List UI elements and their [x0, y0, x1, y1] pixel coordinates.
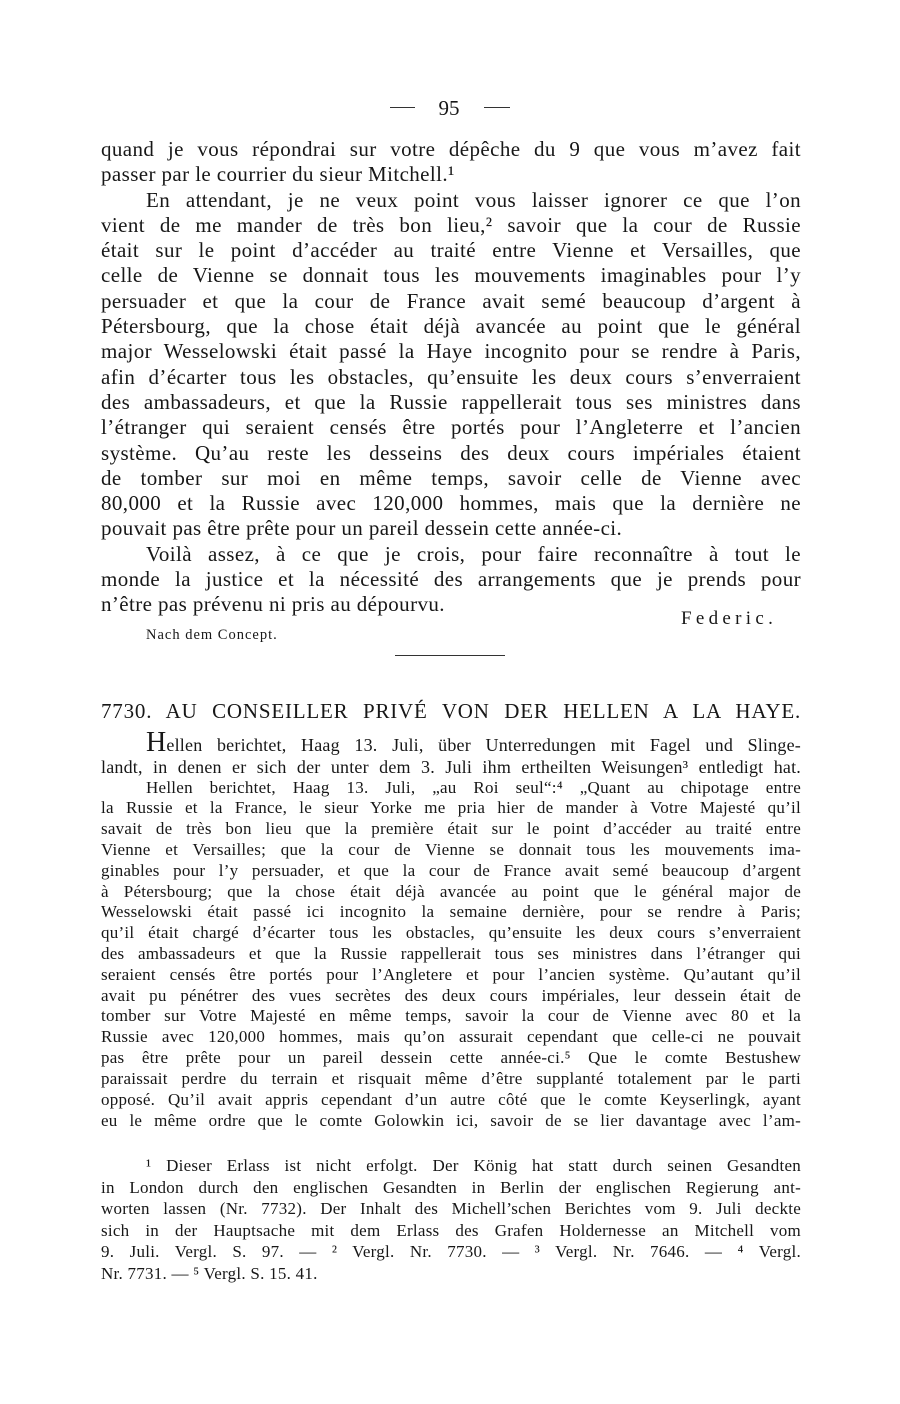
- report-line: savait de très bon lieu que la première était sur le point d’accéder au traité entre: [101, 819, 801, 839]
- report-line: la Russie et la France, le sieur Yorke me pria hier de mander à Votre Majesté qu’il: [101, 798, 801, 818]
- letter-line: des ambassadeurs, et que la Russie rappellerait tous ses ministres dans: [101, 389, 801, 414]
- letter-line: monde la justice et la nécessité des arrangements que je prends pour: [101, 567, 801, 592]
- report-line: avait pu pénétrer des vues secrètes des deux cours impériales, leur dessein était de: [101, 985, 801, 1005]
- report-line: Hellen berichtet, Haag 13. Juli, „au Roi seul“:⁴ „Quant au chipotage entre: [146, 777, 801, 797]
- document-heading: [101, 699, 801, 724]
- report-line: paraissait perdre du terrain et risquait même d’être supplanté totalement par le parti: [101, 1068, 801, 1088]
- footnote-line: 9. Juli. Vergl. S. 97. — ² Vergl. Nr. 7730. — ³ Vergl. Nr. 7646. — ⁴ Vergl.: [101, 1242, 801, 1262]
- letter-line: n’être pas prévenu ni pris au dépourvu.: [101, 592, 445, 617]
- footnote-line: worten lassen (Nr. 7732). Der Inhalt des Michell’schen Berichtes vom 9. Juli deckte: [101, 1199, 801, 1219]
- letter-line: major Wesselowski était passé la Haye incognito pour se rendre à Paris,: [101, 339, 801, 364]
- letter-line: persuader et que la cour de France avait semé beaucoup d’argent à: [101, 288, 801, 313]
- page-number: 95: [438, 96, 460, 120]
- letter-line: l’étranger qui seraient censés être portés pour l’Angleterre et l’ancien: [101, 415, 801, 440]
- letter-line: 80,000 et la Russie avec 120,000 hommes, mais que la dernière ne: [101, 491, 801, 516]
- letter-line: afin d’écarter tous les obstacles, qu’ensuite les deux cours s’enverraient: [101, 364, 801, 389]
- footnotes: [101, 1155, 801, 1285]
- report-body: [101, 778, 801, 1132]
- letter-line: Pétersbourg, que la chose était déjà avancée au point que le général: [101, 314, 801, 339]
- letter-body: [101, 137, 801, 618]
- source-note: Nach dem Concept.: [146, 627, 278, 643]
- report-line: seraient censés être portés pour l’Angletere et pour l’ancien système. Qu’autant qu’il: [101, 964, 801, 984]
- letter-line: celle de Vienne se donnait tous les mouvements imaginables pour l’y: [101, 263, 801, 288]
- letter-line: En attendant, je ne veux point vous laisser ignorer ce que l’on: [146, 187, 801, 212]
- letter-line: système. Qu’au reste les desseins des deux cours impériales étaient: [101, 440, 801, 465]
- letter-line: de tomber sur moi en même temps, savoir celle de Vienne avec: [101, 465, 801, 490]
- letter-line: quand je vous répondrai sur votre dépêche du 9 que vous m’avez fait: [101, 137, 801, 161]
- footnote-line: sich in der Hauptsache mit dem Erlass des Grafen Holdernesse an Mitchell vom: [101, 1220, 801, 1240]
- letter-line: vient de me mander de très bon lieu,² savoir que la cour de Russie: [101, 212, 801, 237]
- page-number-rule-left: [390, 107, 415, 108]
- report-line: qu’il était chargé d’écarter tous les obstacles, qu’ensuite les deux cours s’enverraient: [101, 923, 801, 943]
- report-line: eu le même ordre que le comte Golowkin ici, savoir de se lier davantage avec l’am-: [101, 1110, 801, 1130]
- summary-line: landt, in denen er sich der unter dem 3. Juli ihm ertheilten Weisungen³ entledigt hat.: [101, 757, 801, 777]
- document-heading-text: 7730. AU CONSEILLER PRIVÉ VON DER HELLEN A LA HAYE.: [101, 699, 801, 723]
- letter-line: Voilà assez, à ce que je crois, pour faire reconnaître à tout le: [146, 541, 801, 566]
- report-line: ginables pour l’y persuader, et que la cour de France avait semé beaucoup d’argent: [101, 860, 801, 880]
- document-summary: [101, 727, 801, 778]
- section-separator: [395, 655, 505, 656]
- letter-line: passer par le courrier du sieur Mitchell.¹: [101, 162, 455, 187]
- report-line: Russie avec 120,000 hommes, mais qu’on assurait cependant que celle-ci ne pouvait: [101, 1027, 801, 1047]
- letter-line: était sur le point d’accéder au traité entre Vienne et Versailles, que: [101, 238, 801, 263]
- report-line: tomber sur Votre Majesté en même temps, savoir la cour de Vienne avec 80 et la: [101, 1006, 801, 1026]
- report-line: des ambassadeurs et que la Russie rappellerait tous ses ministres dans l’étranger qui: [101, 944, 801, 963]
- footnote-line: in London durch den englischen Gesandten in Berlin der englischen Regierung ant-: [101, 1177, 801, 1197]
- page-number-rule-right: [484, 107, 510, 108]
- letter-signature: Federic.: [681, 608, 778, 629]
- report-line: Wesselowski était passé ici incognito la semaine dernière, pour se rendre à Paris;: [101, 902, 801, 922]
- report-line: à Pétersbourg; que la chose était déjà avancée au point que le général major de: [101, 881, 801, 901]
- report-line: Vienne et Versailles; que la cour de Vienne se donnait tous les mouvements ima-: [101, 839, 801, 859]
- letter-line: pouvait pas être prête pour un pareil dessein cette année-ci.: [101, 516, 623, 541]
- footnote-line: Nr. 7731. — ⁵ Vergl. S. 15. 41.: [101, 1263, 318, 1283]
- report-line: pas être prête pour un pareil dessein cette année-ci.⁵ Que le comte Bestushew: [101, 1048, 801, 1068]
- report-line: opposé. Qu’il avait appris cependant d’un autre côté que le comte Keyserlingk, ayant: [101, 1089, 801, 1109]
- summary-line: Hellen berichtet, Haag 13. Juli, über Unterredungen mit Fagel und Slinge-: [146, 727, 801, 758]
- footnote-line: ¹ Dieser Erlass ist nicht erfolgt. Der König hat statt durch seinen Gesandten: [146, 1156, 801, 1175]
